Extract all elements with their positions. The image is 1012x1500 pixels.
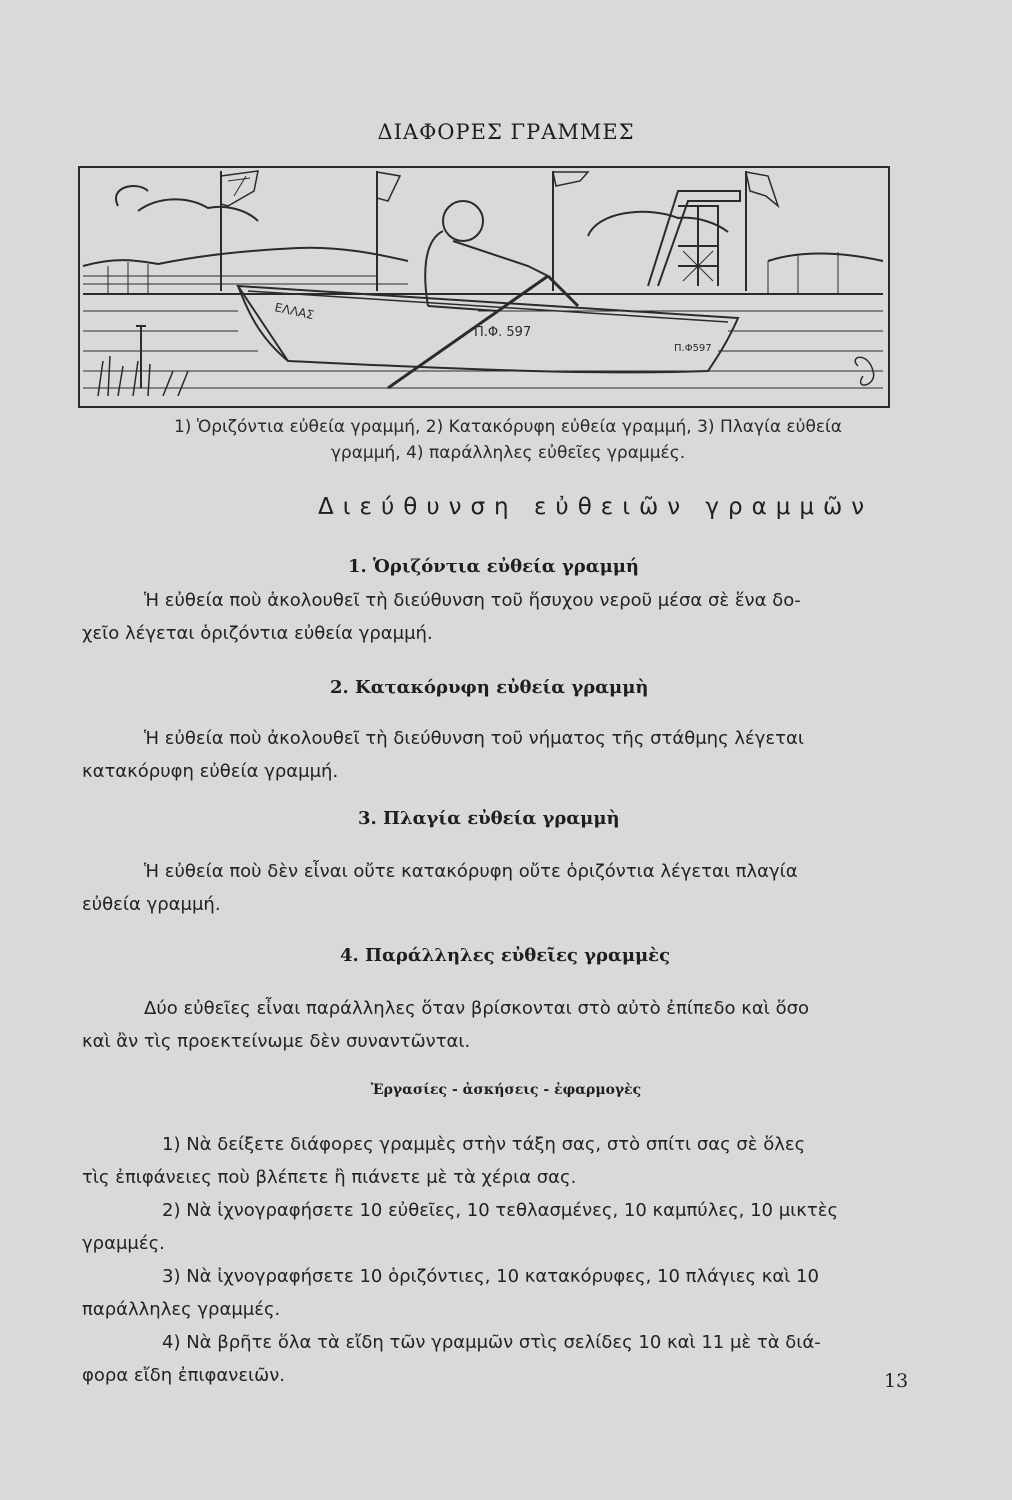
item-3-text bbox=[82, 855, 932, 921]
exercises-list bbox=[82, 1128, 932, 1392]
exercise-line: 3) Νὰ ἰχνογραφήσετε 10 ὁριζόντιες, 10 κατακόρυφες, 10 πλάγιες καὶ 10 bbox=[162, 1266, 819, 1287]
exercise-line: 1) Νὰ δείξετε διάφορες γραμμὲς στὴν τάξη σας, στὸ σπίτι σας σὲ ὅλες bbox=[162, 1134, 806, 1155]
exercise-line: 2) Νὰ ἰχνογραφήσετε 10 εὐθεῖες, 10 τεθλασμένες, 10 καμπύλες, 10 μικτὲς bbox=[162, 1200, 839, 1221]
item-4-text bbox=[82, 992, 932, 1058]
item-1-text bbox=[82, 584, 932, 650]
boat-label-2: Π.Φ597 bbox=[674, 343, 712, 354]
paragraph-line: Δύο εὐθεῖες εἶναι παράλληλες ὅταν βρίσκονται στὸ αὐτὸ ἐπίπεδο καὶ ὅσο bbox=[144, 998, 809, 1019]
page-title: ΔΙΑΦΟΡΕΣ ΓΡΑΜΜΕΣ bbox=[377, 120, 635, 144]
paragraph-line: χεῖο λέγεται ὁριζόντια εὐθεία γραμμή. bbox=[82, 623, 433, 644]
boat-label-1: Π.Φ. 597 bbox=[474, 325, 532, 340]
page-number: 13 bbox=[884, 1370, 909, 1392]
paragraph-line: Ἡ εὐθεία ποὺ ἀκολουθεῖ τὴ διεύθυνση τοῦ ἥσυχου νεροῦ μέσα σὲ ἕνα δο- bbox=[144, 590, 801, 611]
paragraph-line: εὐθεία γραμμή. bbox=[82, 894, 221, 915]
item-2-text bbox=[82, 722, 932, 788]
exercise-line: τὶς ἐπιφάνειες ποὺ βλέπετε ἢ πιάνετε μὲ τὰ χέρια σας. bbox=[82, 1167, 577, 1188]
paragraph-line: Ἡ εὐθεία ποὺ ἀκολουθεῖ τὴ διεύθυνση τοῦ νήματος τῆς στάθμης λέγεται bbox=[144, 728, 804, 749]
paragraph-line: καὶ ἂν τὶς προεκτείνωμε δὲν συναντῶνται. bbox=[82, 1031, 471, 1052]
exercises-title: Ἐργασίες - ἀσκήσεις - ἐφαρμογὲς bbox=[370, 1082, 642, 1098]
boat-name: ΕΛΛΑΣ bbox=[273, 300, 316, 323]
exercise-line: 4) Νὰ βρῆτε ὅλα τὰ εἴδη τῶν γραμμῶν στὶς σελίδες 10 καὶ 11 μὲ τὰ διά- bbox=[162, 1332, 821, 1353]
exercise-line: φορα εἴδη ἐπιφανειῶν. bbox=[82, 1365, 285, 1386]
item-3-heading: 3. Πλαγία εὐθεία γραμμὴ bbox=[358, 808, 620, 829]
exercise-line: παράλληλες γραμμές. bbox=[82, 1299, 281, 1320]
item-1-heading: 1. Ὁριζόντια εὐθεία γραμμή bbox=[348, 556, 640, 577]
item-2-heading: 2. Κατακόρυφη εὐθεία γραμμὴ bbox=[330, 677, 649, 698]
exercise-line: γραμμές. bbox=[82, 1233, 165, 1254]
paragraph-line: κατακόρυφη εὐθεία γραμμή. bbox=[82, 761, 339, 782]
paragraph-line: Ἡ εὐθεία ποὺ δὲν εἶναι οὔτε κατακόρυφη οὔτε ὁριζόντια λέγεται πλαγία bbox=[144, 861, 798, 882]
section-heading: Διεύθυνση εὐθειῶν γραμμῶν bbox=[318, 494, 874, 520]
rowing-boat-illustration bbox=[78, 166, 890, 408]
caption-line: 1) Ὁριζόντια εὐθεία γραμμή, 2) Κατακόρυφη εὐθεία γραμμή, 3) Πλαγία εὐθεία bbox=[173, 417, 843, 437]
illustration-caption bbox=[148, 414, 868, 466]
caption-line: γραμμή, 4) παράλληλες εὐθεῖες γραμμές. bbox=[330, 443, 686, 463]
item-4-heading: 4. Παράλληλες εὐθεῖες γραμμὲς bbox=[340, 945, 671, 966]
